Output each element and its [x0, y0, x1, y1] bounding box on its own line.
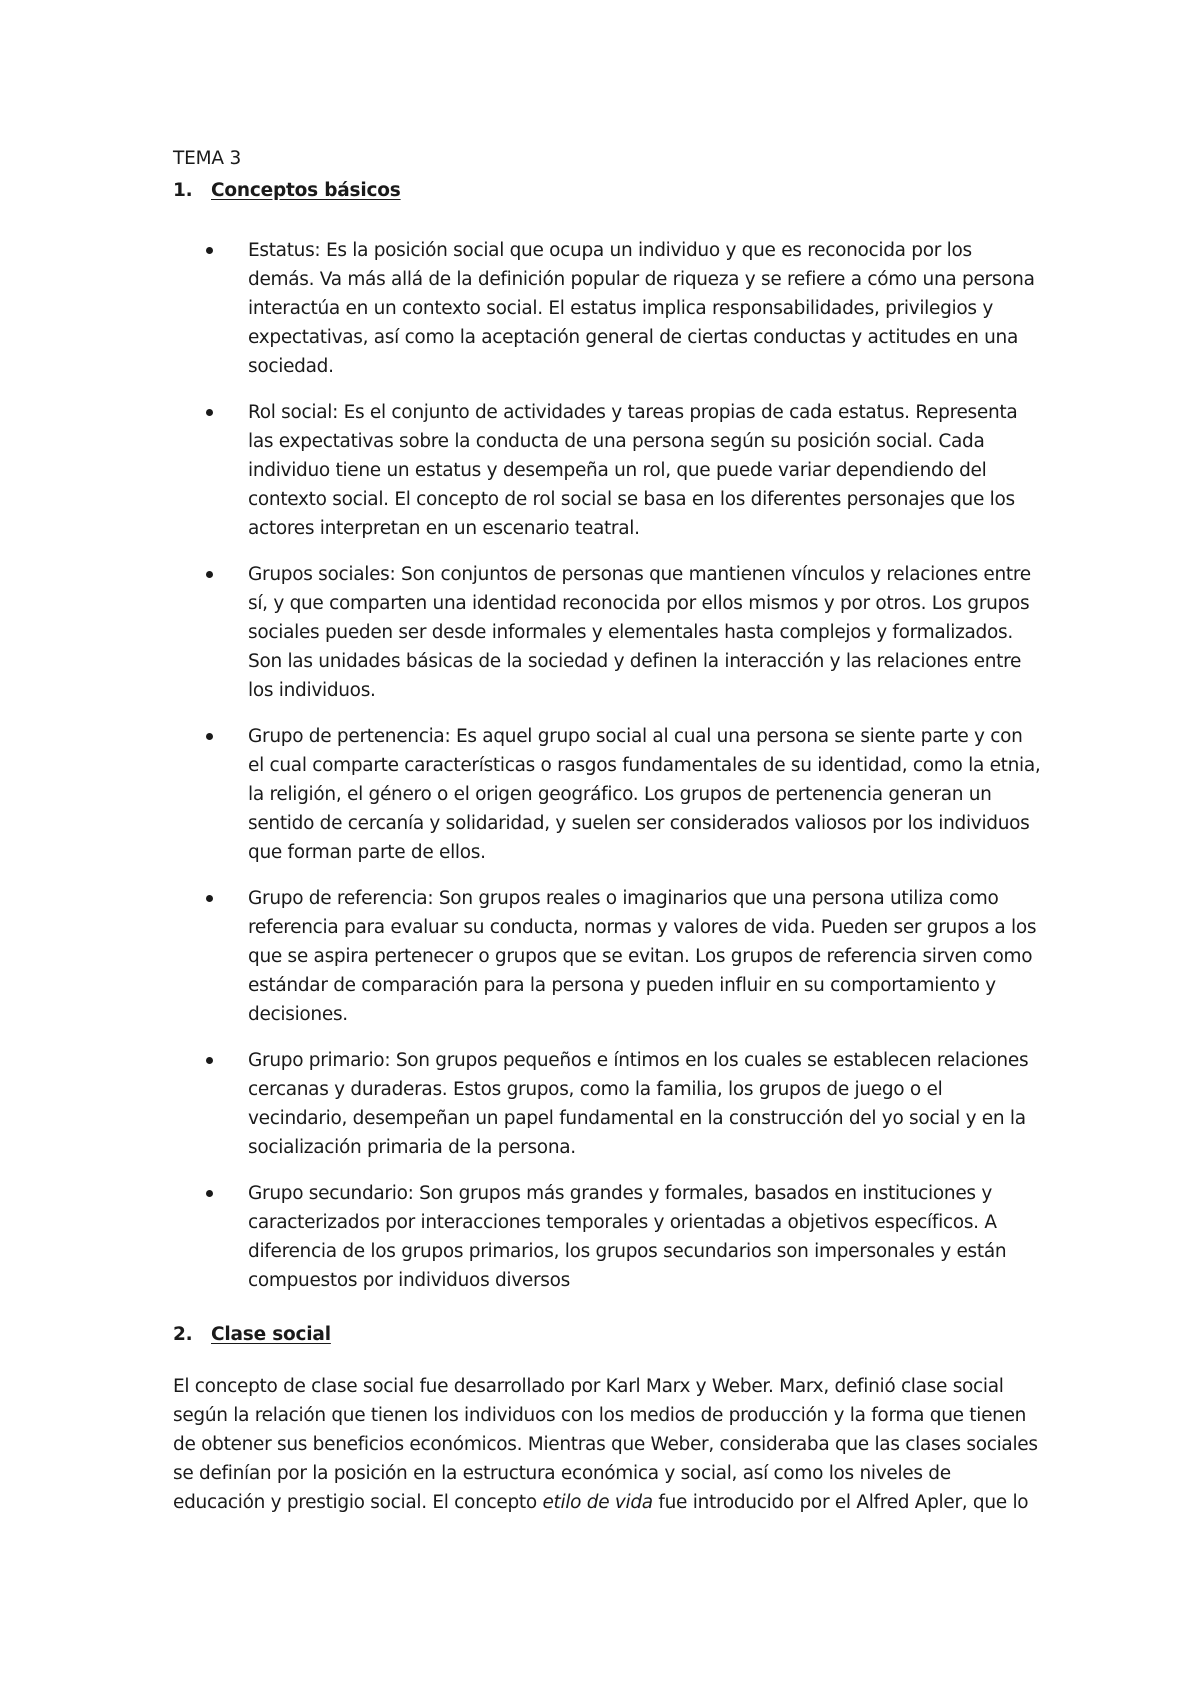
section-number: 2. — [173, 1324, 193, 1345]
paragraph-italic-term: etilo de vida — [542, 1492, 653, 1513]
document-title: TEMA 3 — [173, 148, 242, 169]
section-heading-clase-social — [173, 1320, 331, 1349]
list-item-text: Estatus: Es la posición social que ocupa un individuo y que es reconocida por los demás. Va más allá de la definición popular de riqueza y se refiere a cómo una persona interactúa en un contexto social. El estatus implica responsabilidades, privilegios y expectativas, así como la aceptación general de ciertas conductas y actitudes en una sociedad. — [248, 240, 1035, 377]
list-item-grupo-secundario — [0, 1179, 1042, 1295]
paragraph-text: El concepto de clase social fue desarrollado por Karl Marx y Weber. Marx, definió clase social según la relación que tienen los individuos con los medios de producción y la forma que tienen de obtener sus beneficios económicos. Mientras que Weber, consideraba que las clases sociales se definían por la posición en la estructura económica y social, así como los niveles de educación y prestigio social. El concepto — [173, 1376, 1038, 1513]
list-item-text: Grupo de pertenencia: Es aquel grupo social al cual una persona se siente parte y con el cual comparte características o rasgos fundamentales de su identidad, como la etnia, la religión, el género o el origen geográfico. Los grupos de pertenencia generan un sentido de cercanía y solidaridad, y suelen ser considerados valiosos por los individuos que forman parte de ellos. — [248, 726, 1041, 863]
list-item-grupo-primario — [0, 1046, 1042, 1162]
list-item-rol-social — [0, 398, 1042, 543]
bullet-icon — [206, 571, 213, 578]
list-item-grupo-referencia — [0, 884, 1042, 1029]
list-item-estatus — [0, 236, 1042, 381]
bullet-icon — [206, 247, 213, 254]
paragraph-text-end: fue introducido por el Alfred Apler, que lo — [652, 1492, 1029, 1513]
list-item-text: Grupo secundario: Son grupos más grandes y formales, basados en instituciones y caracterizados por interacciones temporales y orientadas a objetivos específicos. A diferencia de los grupos primarios, los grupos secundarios son impersonales y están compuestos por individuos diversos — [248, 1183, 1007, 1291]
list-item-text: Rol social: Es el conjunto de actividades y tareas propias de cada estatus. Representa las expectativas sobre la conducta de una persona según su posición social. Cada individuo tiene un estatus y desempeña un rol, que puede variar dependiendo del contexto social. El concepto de rol social se basa en los diferentes personajes que los actores interpretan en un escenario teatral. — [248, 402, 1018, 539]
bullet-icon — [206, 409, 213, 416]
concepts-list — [0, 236, 1200, 1312]
list-item-text: Grupo de referencia: Son grupos reales o imaginarios que una persona utiliza como referencia para evaluar su conducta, normas y valores de vida. Pueden ser grupos a los que se aspira pertenecer o grupos que se evitan. Los grupos de referencia sirven como estándar de comparación para la persona y pueden influir en su comportamiento y decisiones. — [248, 888, 1037, 1025]
bullet-icon — [206, 1057, 213, 1064]
list-item-text: Grupos sociales: Son conjuntos de personas que mantienen vínculos y relaciones entre sí, y que comparten una identidad reconocida por ellos mismos y por otros. Los grupos sociales pueden ser desde informales y elementales hasta complejos y formalizados. Son las unidades básicas de la sociedad y definen la interacción y las relaciones entre los individuos. — [248, 564, 1031, 701]
bullet-icon — [206, 733, 213, 740]
section-title: Conceptos básicos — [211, 180, 401, 201]
section-heading-conceptos — [173, 176, 401, 205]
section-number: 1. — [173, 180, 193, 201]
list-item-grupo-pertenencia — [0, 722, 1042, 867]
list-item-text: Grupo primario: Son grupos pequeños e íntimos en los cuales se establecen relaciones cercanas y duraderas. Estos grupos, como la familia, los grupos de juego o el vecindario, desempeñan un papel fundamental en la construcción del yo social y en la socialización primaria de la persona. — [248, 1050, 1029, 1158]
section-title: Clase social — [211, 1324, 331, 1345]
bullet-icon — [206, 895, 213, 902]
bullet-icon — [206, 1190, 213, 1197]
list-item-grupos-sociales — [0, 560, 1042, 705]
clase-social-paragraph — [173, 1372, 1043, 1517]
